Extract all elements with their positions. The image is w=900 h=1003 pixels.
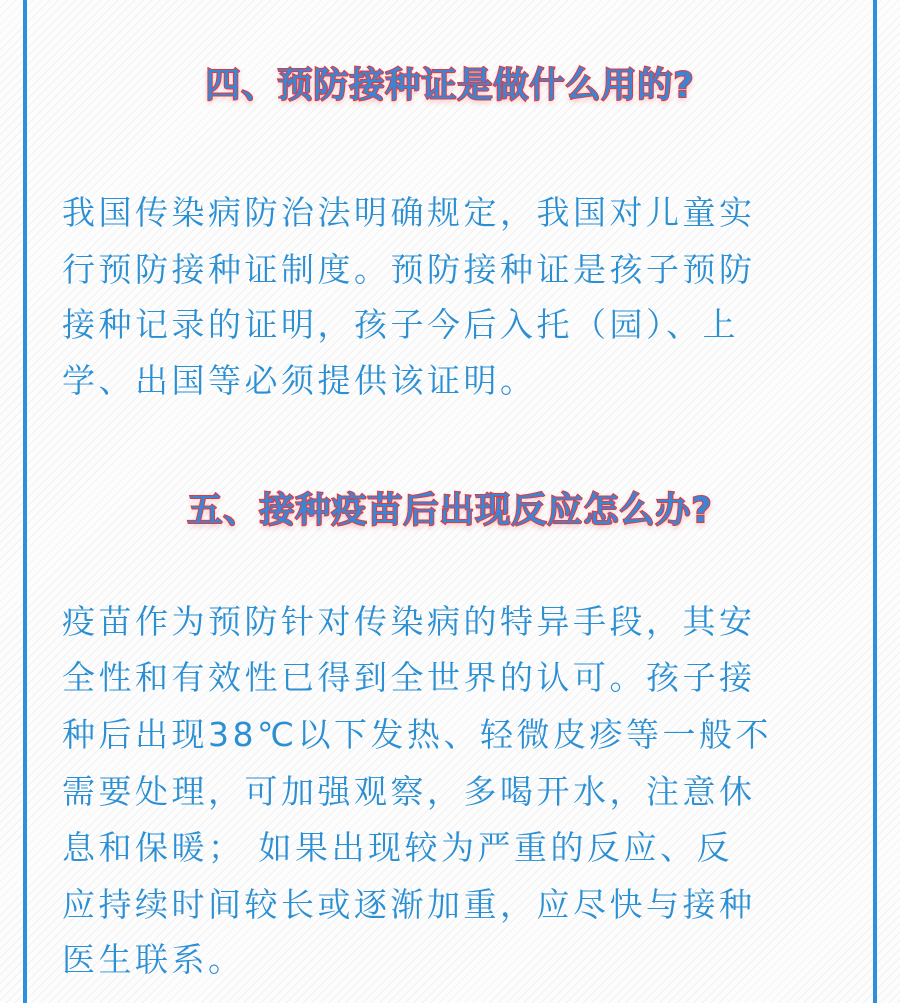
text-line: 行预防接种证制度。预防接种证是孩子预防 [62, 250, 756, 289]
text-line: 医生联系。 [62, 940, 245, 979]
text-line: 全性和有效性已得到全世界的认可。孩子接 [62, 658, 756, 697]
text-line: 学、出国等必须提供该证明。 [62, 361, 537, 400]
text-line: 我国传染病防治法明确规定，我国对儿童实 [62, 193, 756, 232]
text-line: 应持续时间较长或逐渐加重，应尽快与接种 [62, 885, 756, 924]
text-line: 需要处理，可加强观察，多喝开水，注意休 [62, 772, 756, 811]
text-line: 息和保暖； 如果出现较为严重的反应、反 [62, 828, 733, 867]
text-line: 疫苗作为预防针对传染病的特异手段，其安 [62, 602, 756, 641]
section-heading-5: 五、接种疫苗后出现反应怎么办? [187, 491, 713, 531]
section-heading-4: 四、预防接种证是做什么用的? [205, 66, 695, 106]
text-line: 接种记录的证明，孩子今后入托（园）、上 [62, 305, 739, 344]
text-line: 种后出现38℃以下发热、轻微皮疹等一般不 [62, 715, 773, 754]
